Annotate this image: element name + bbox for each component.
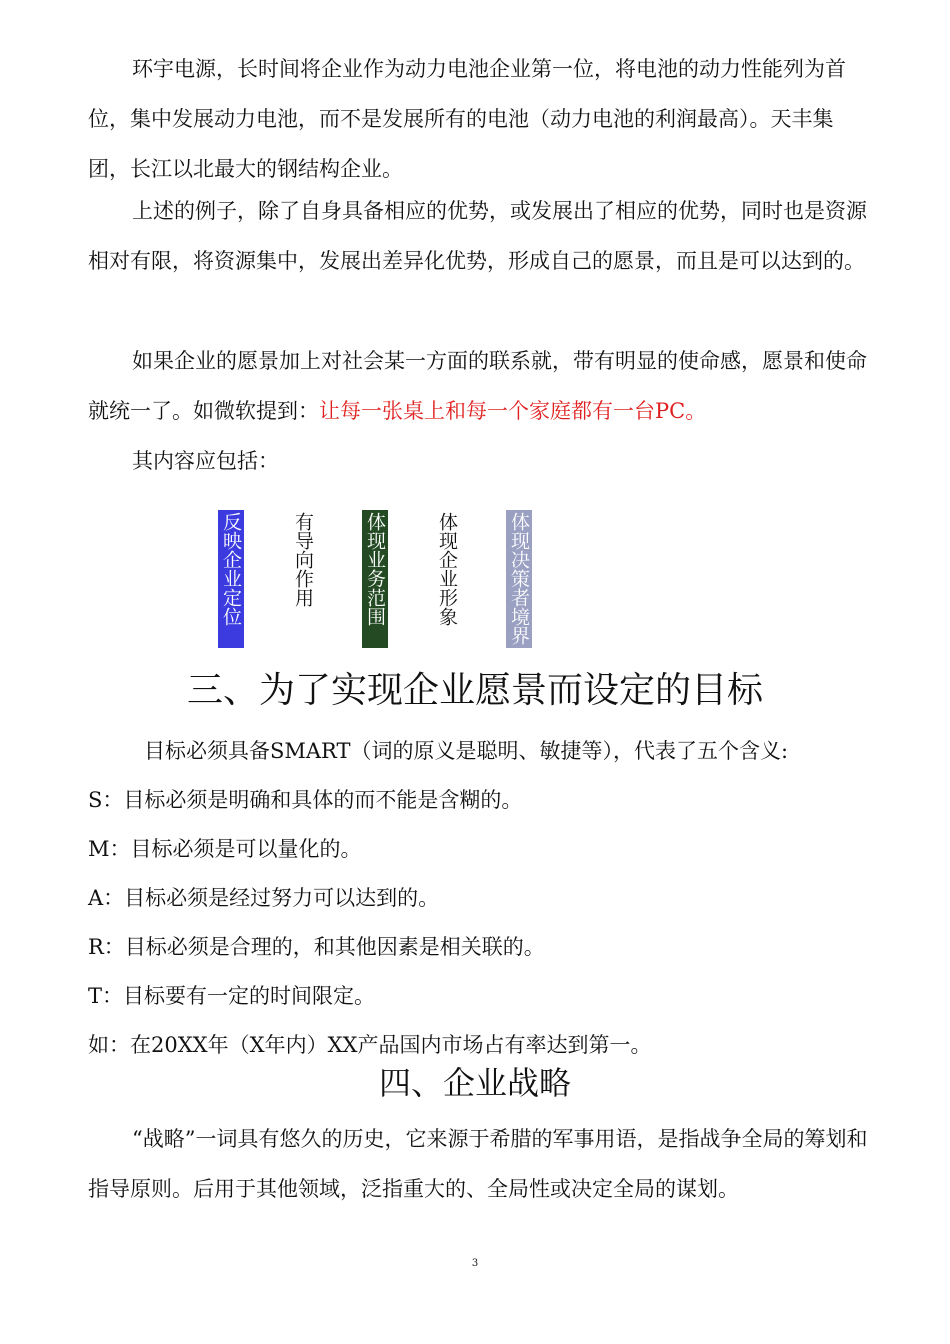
smart-item-a: A：目标必须是经过努力可以达到的。	[88, 886, 440, 910]
section4-heading: 四、企业战略	[378, 1064, 571, 1102]
smart-item-t: T：目标要有一定的时间限定。	[88, 984, 376, 1008]
section3-heading: 三、为了实现企业愿景而设定的目标	[186, 670, 763, 711]
box-guidance: 有导向作用	[292, 512, 314, 607]
vision-content-diagram	[0, 510, 950, 650]
box-decision-maker-vision: 体现决策者境界	[506, 510, 532, 648]
paragraph-mission	[88, 336, 870, 436]
paragraph-contents-intro: 其内容应包括：	[132, 449, 279, 473]
box-business-scope: 体现业务范围	[362, 510, 388, 648]
smart-intro: 目标必须具备SMART（词的原义是聪明、敏捷等），代表了五个含义:	[144, 739, 789, 763]
goal-example: 如：在20XX年（X年内）XX产品国内市场占有率达到第一。	[88, 1033, 652, 1057]
smart-item-m: M：目标必须是可以量化的。	[88, 837, 362, 861]
box-positioning: 反映企业定位	[218, 510, 244, 648]
paragraph-power-battery: 环宇电源，长时间将企业作为动力电池企业第一位，将电池的动力性能列为首位，集中发展动力电池，而不是发展所有的电池（动力电池的利润最高）。天丰集团，长江以北最大的钢结构企业。	[88, 57, 846, 181]
smart-item-r: R：目标必须是合理的，和其他因素是相关联的。	[88, 935, 545, 959]
strategy-paragraph: “战略”一词具有悠久的历史，它来源于希腊的军事用语，是指战争全局的筹划和指导原则。后用于其他领域，泛指重大的、全局性或决定全局的谋划。	[88, 1127, 868, 1201]
microsoft-quote: 让每一张桌上和每一个家庭都有一台PC。	[319, 399, 707, 423]
paragraph-examples: 上述的例子，除了自身具备相应的优势，或发展出了相应的优势，同时也是资源相对有限，将资源集中，发展出差异化优势，形成自己的愿景，而且是可以达到的。	[88, 199, 867, 273]
mission-text: 如果企业的愿景加上对社会某一方面的联系就，带有明显的使命感，愿景和使命就统一了。如微软提到：	[88, 349, 867, 423]
smart-item-s: S：目标必须是明确和具体的而不能是含糊的。	[88, 788, 523, 812]
box-corporate-image: 体现企业形象	[436, 512, 458, 626]
page-number: 3	[471, 1258, 479, 1269]
